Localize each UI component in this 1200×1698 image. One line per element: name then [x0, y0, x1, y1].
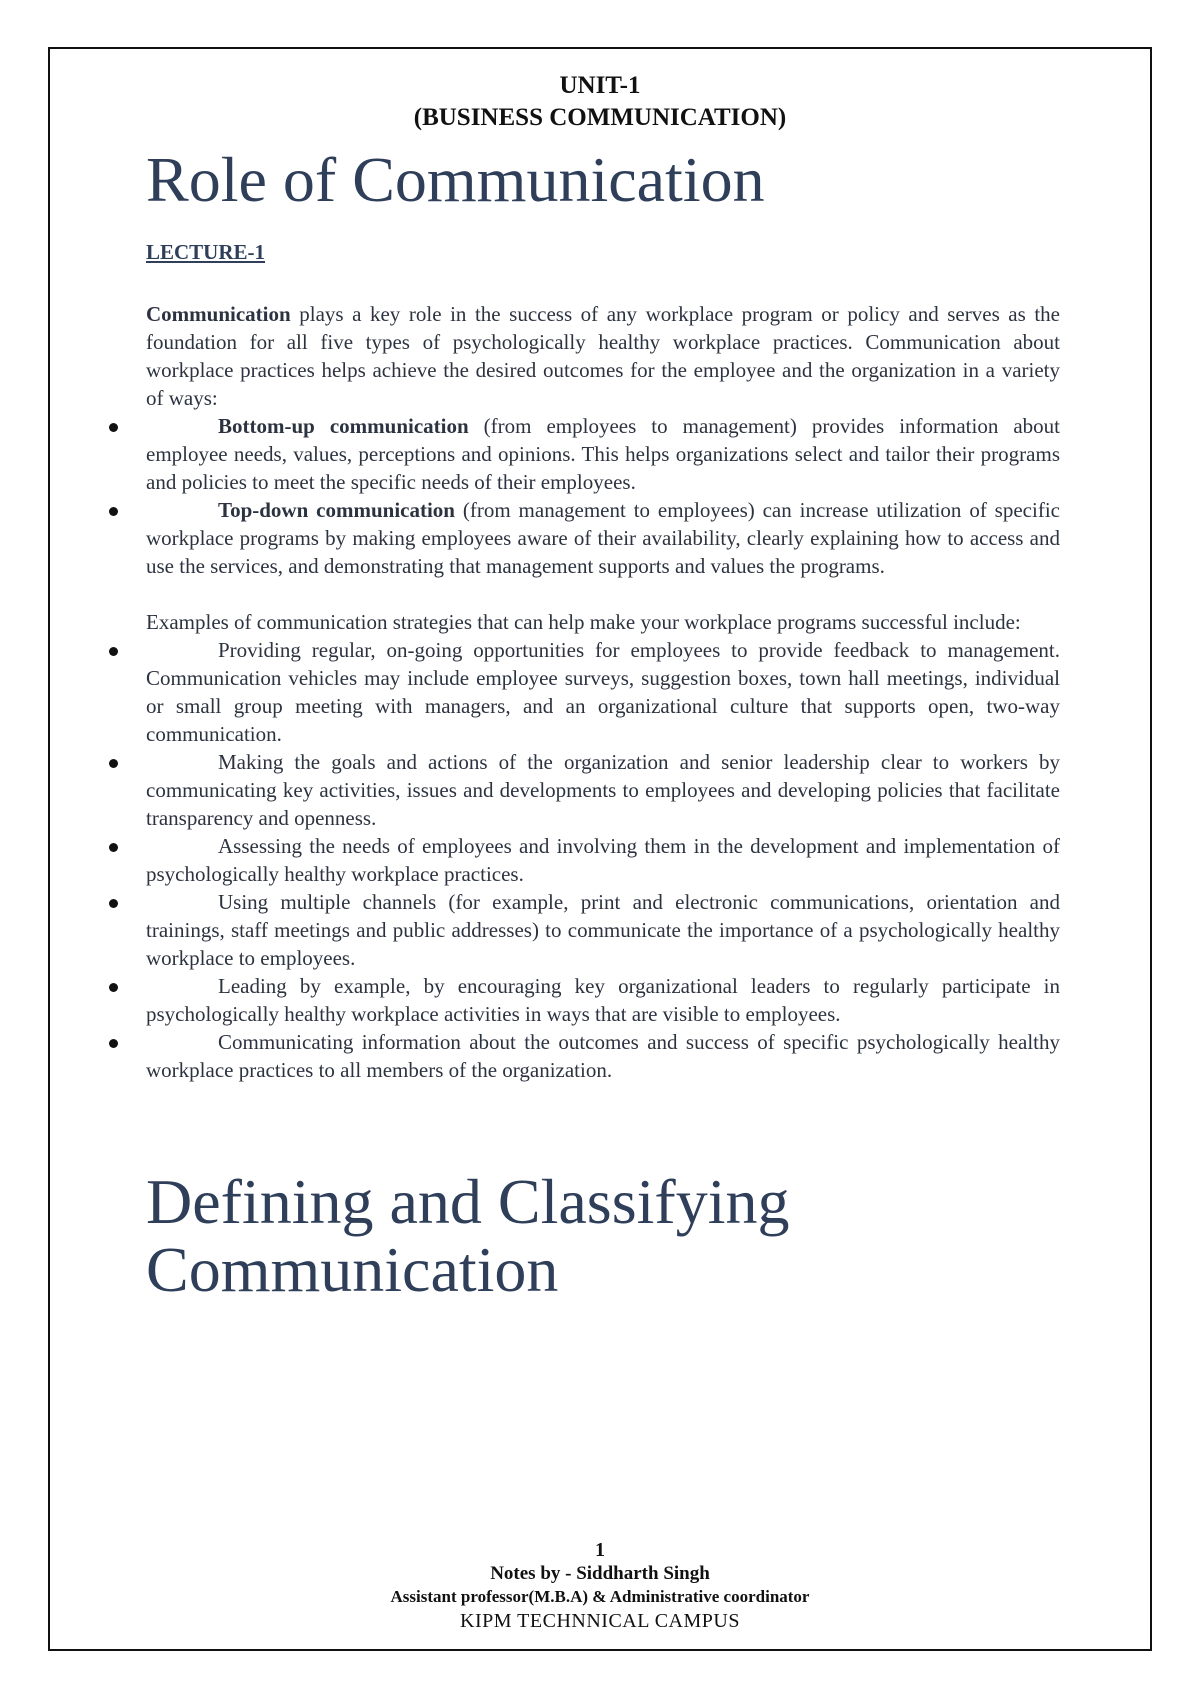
page-footer: [0, 1538, 1200, 1634]
list-item-text: Assessing the needs of employees and involving them in the development and implementation of psychologically healthy workplace practices.: [146, 834, 1060, 886]
bullet-icon: [109, 507, 118, 516]
list-item-bold: Top-down communication: [218, 498, 455, 522]
footer-designation: Assistant professor(M.B.A) & Administrative coordinator: [390, 1587, 810, 1606]
list-item: [146, 412, 1060, 496]
list-item-text: (from management to employees) can increase utilization of specific workplace programs by making employees aware of their availability, clearly explaining how to access and use the services, and demonstrating that management supports and values the programs.: [146, 498, 1060, 578]
list-item: [146, 748, 1060, 832]
subject-label: (BUSINESS COMMUNICATION): [413, 104, 787, 131]
strategies-list: [146, 636, 1060, 1084]
unit-header: [0, 70, 1200, 134]
section-title-role: Role of Communication: [146, 144, 765, 215]
unit-label: UNIT-1: [559, 72, 641, 99]
list-item: [146, 636, 1060, 748]
bullet-icon: [109, 759, 118, 768]
list-item: [146, 972, 1060, 1028]
bullet-icon: [109, 983, 118, 992]
page-number: 1: [595, 1539, 605, 1561]
bullet-icon: [109, 843, 118, 852]
communication-directions-list: [146, 412, 1060, 580]
intro-bold-term: Communication: [146, 302, 291, 326]
intro-paragraph: [146, 300, 1060, 412]
list-item: [146, 1028, 1060, 1084]
section-title-defining: Defining and Classifying Communication: [146, 1166, 790, 1305]
list-item-text: Leading by example, by encouraging key organizational leaders to regularly participate in psychologically healthy workplace activities in ways that are visible to employees.: [146, 974, 1060, 1026]
examples-intro-paragraph: Examples of communication strategies that can help make your workplace programs successful include:: [146, 610, 1021, 634]
footer-campus: KIPM TECHNNICAL CAMPUS: [460, 1610, 740, 1632]
bullet-icon: [109, 899, 118, 908]
bullet-icon: [109, 1039, 118, 1048]
list-item: [146, 496, 1060, 580]
list-item-bold: Bottom-up communication: [218, 414, 469, 438]
list-item: [146, 888, 1060, 972]
list-item-text: Providing regular, on-going opportunities for employees to provide feedback to management. Communication vehicles may include employee surveys, suggestion boxes, town hall meetings, individual or small group meeting with managers, and an organizational culture that supports open, two-way communication.: [146, 638, 1060, 746]
lecture-label: LECTURE-1: [146, 240, 266, 264]
list-item-text: (from employees to management) provides information about employee needs, values, perceptions and opinions. This helps organizations select and tailor their programs and policies to meet the specific needs of their employees.: [146, 414, 1060, 494]
footer-notes-by: Notes by - Siddharth Singh: [490, 1563, 710, 1584]
list-item-text: Communicating information about the outcomes and success of specific psychologically healthy workplace practices to all members of the organization.: [146, 1030, 1060, 1082]
list-item-text: Making the goals and actions of the organization and senior leadership clear to workers by communicating key activities, issues and developments to employees and developing policies that facilitate transparency and openness.: [146, 750, 1060, 830]
intro-text: plays a key role in the success of any workplace program or policy and serves as the foundation for all five types of psychologically healthy workplace practices. Communication about workplace practices helps achieve the desired outcomes for the employee and the organization in a variety of ways:: [146, 302, 1060, 410]
list-item: [146, 832, 1060, 888]
document-content: [146, 70, 1060, 1347]
bullet-icon: [109, 647, 118, 656]
bullet-icon: [109, 423, 118, 432]
list-item-text: Using multiple channels (for example, print and electronic communications, orientation and trainings, staff meetings and public addresses) to communicate the importance of a psychologically healthy workplace to employees.: [146, 890, 1060, 970]
